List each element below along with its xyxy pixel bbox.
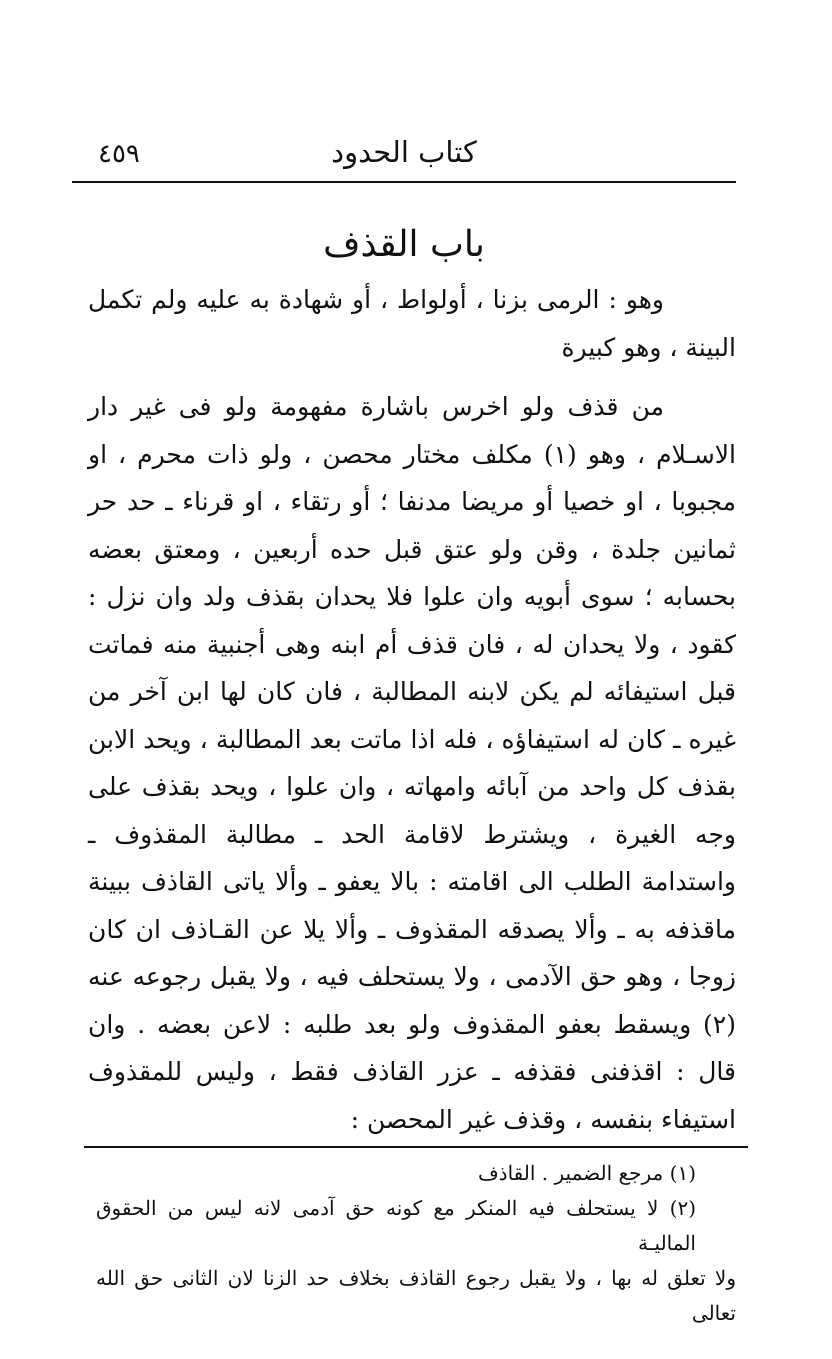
chapter-title: باب القذف — [323, 224, 485, 265]
page-number: ٤٥٩ — [98, 139, 140, 169]
footnote-2-continuation: ولا تعلق له بها ، ولا يقبل رجوع القاذف بخلاف حد الزنا لان الثانى حق الله تعالى — [96, 1266, 736, 1325]
body-text — [88, 276, 736, 1143]
main-paragraph: من قذف ولو اخرس باشارة مفهومة ولو فى غير دار الاسـلام ، وهو (١) مكلف مختار محصن ، ولو ذات محرم ، او مجبوبا ، او خصيا أو مريضا مدنفا ؛ أو رتقاء ، او قرناء ـ حد حر ثمانين جلدة ، وقن ولو عتق قبل حده أربعين ، ومعتق بعضه بحسابه ؛ سوى أبويه وان علوا فلا يحدان بقذف ولد وان نزل : كقود ، ولا يحدان له ، فان قذف أم ابنه وهى أجنبية منه فماتت قبل استيفائه لم يكن لابنه المطالبة ، فان كان لها ابن آخر من غيره ـ كان له استيفاؤه ، فله اذا ماتت بعد المطالبة ، ويحد الابن بقذف كل واحد من آبائه وامهاته ، وان علوا ، ويحد بقذف على وجه الغيرة ، ويشترط لاقامة الحد ـ مطالبة المقذوف ـ واستدامة الطلب الى اقامته : بالا يعفو ـ وألا ياتى القاذف ببينة ماقذفه به ـ وألا يصدقه المقذوف ـ وألا يلا عن القـاذف ان كان زوجا ، وهو حق الآدمى ، ولا يستحلف فيه ، ولا يقبل رجوعه عنه (٢) ويسقط بعفو المقذوف ولو بعد طلبه : لاعن بعضه . وان قال : اقذفنى فقذفه ـ عزر القاذف فقط ، وليس للمقذوف استيفاء بنفسه ، وقذف غير المحصن : — [88, 392, 736, 1134]
footnote-2: (٢) لا يستحلف فيه المنكر مع كونه حق آدمى لانه ليس من الحقوق الماليـة — [96, 1196, 696, 1255]
definition-paragraph: وهو : الرمى بزنا ، أولواط ، أو شهادة به عليه ولم تكمل البينة ، وهو كبيرة — [88, 285, 736, 362]
footnotes — [96, 1156, 736, 1331]
running-header — [72, 128, 736, 178]
footnote-1: (١) مرجع الضمير . القاذف — [477, 1161, 696, 1185]
footnote-rule — [84, 1146, 748, 1148]
header-rule — [72, 181, 736, 183]
running-header-title: كتاب الحدود — [331, 135, 477, 169]
